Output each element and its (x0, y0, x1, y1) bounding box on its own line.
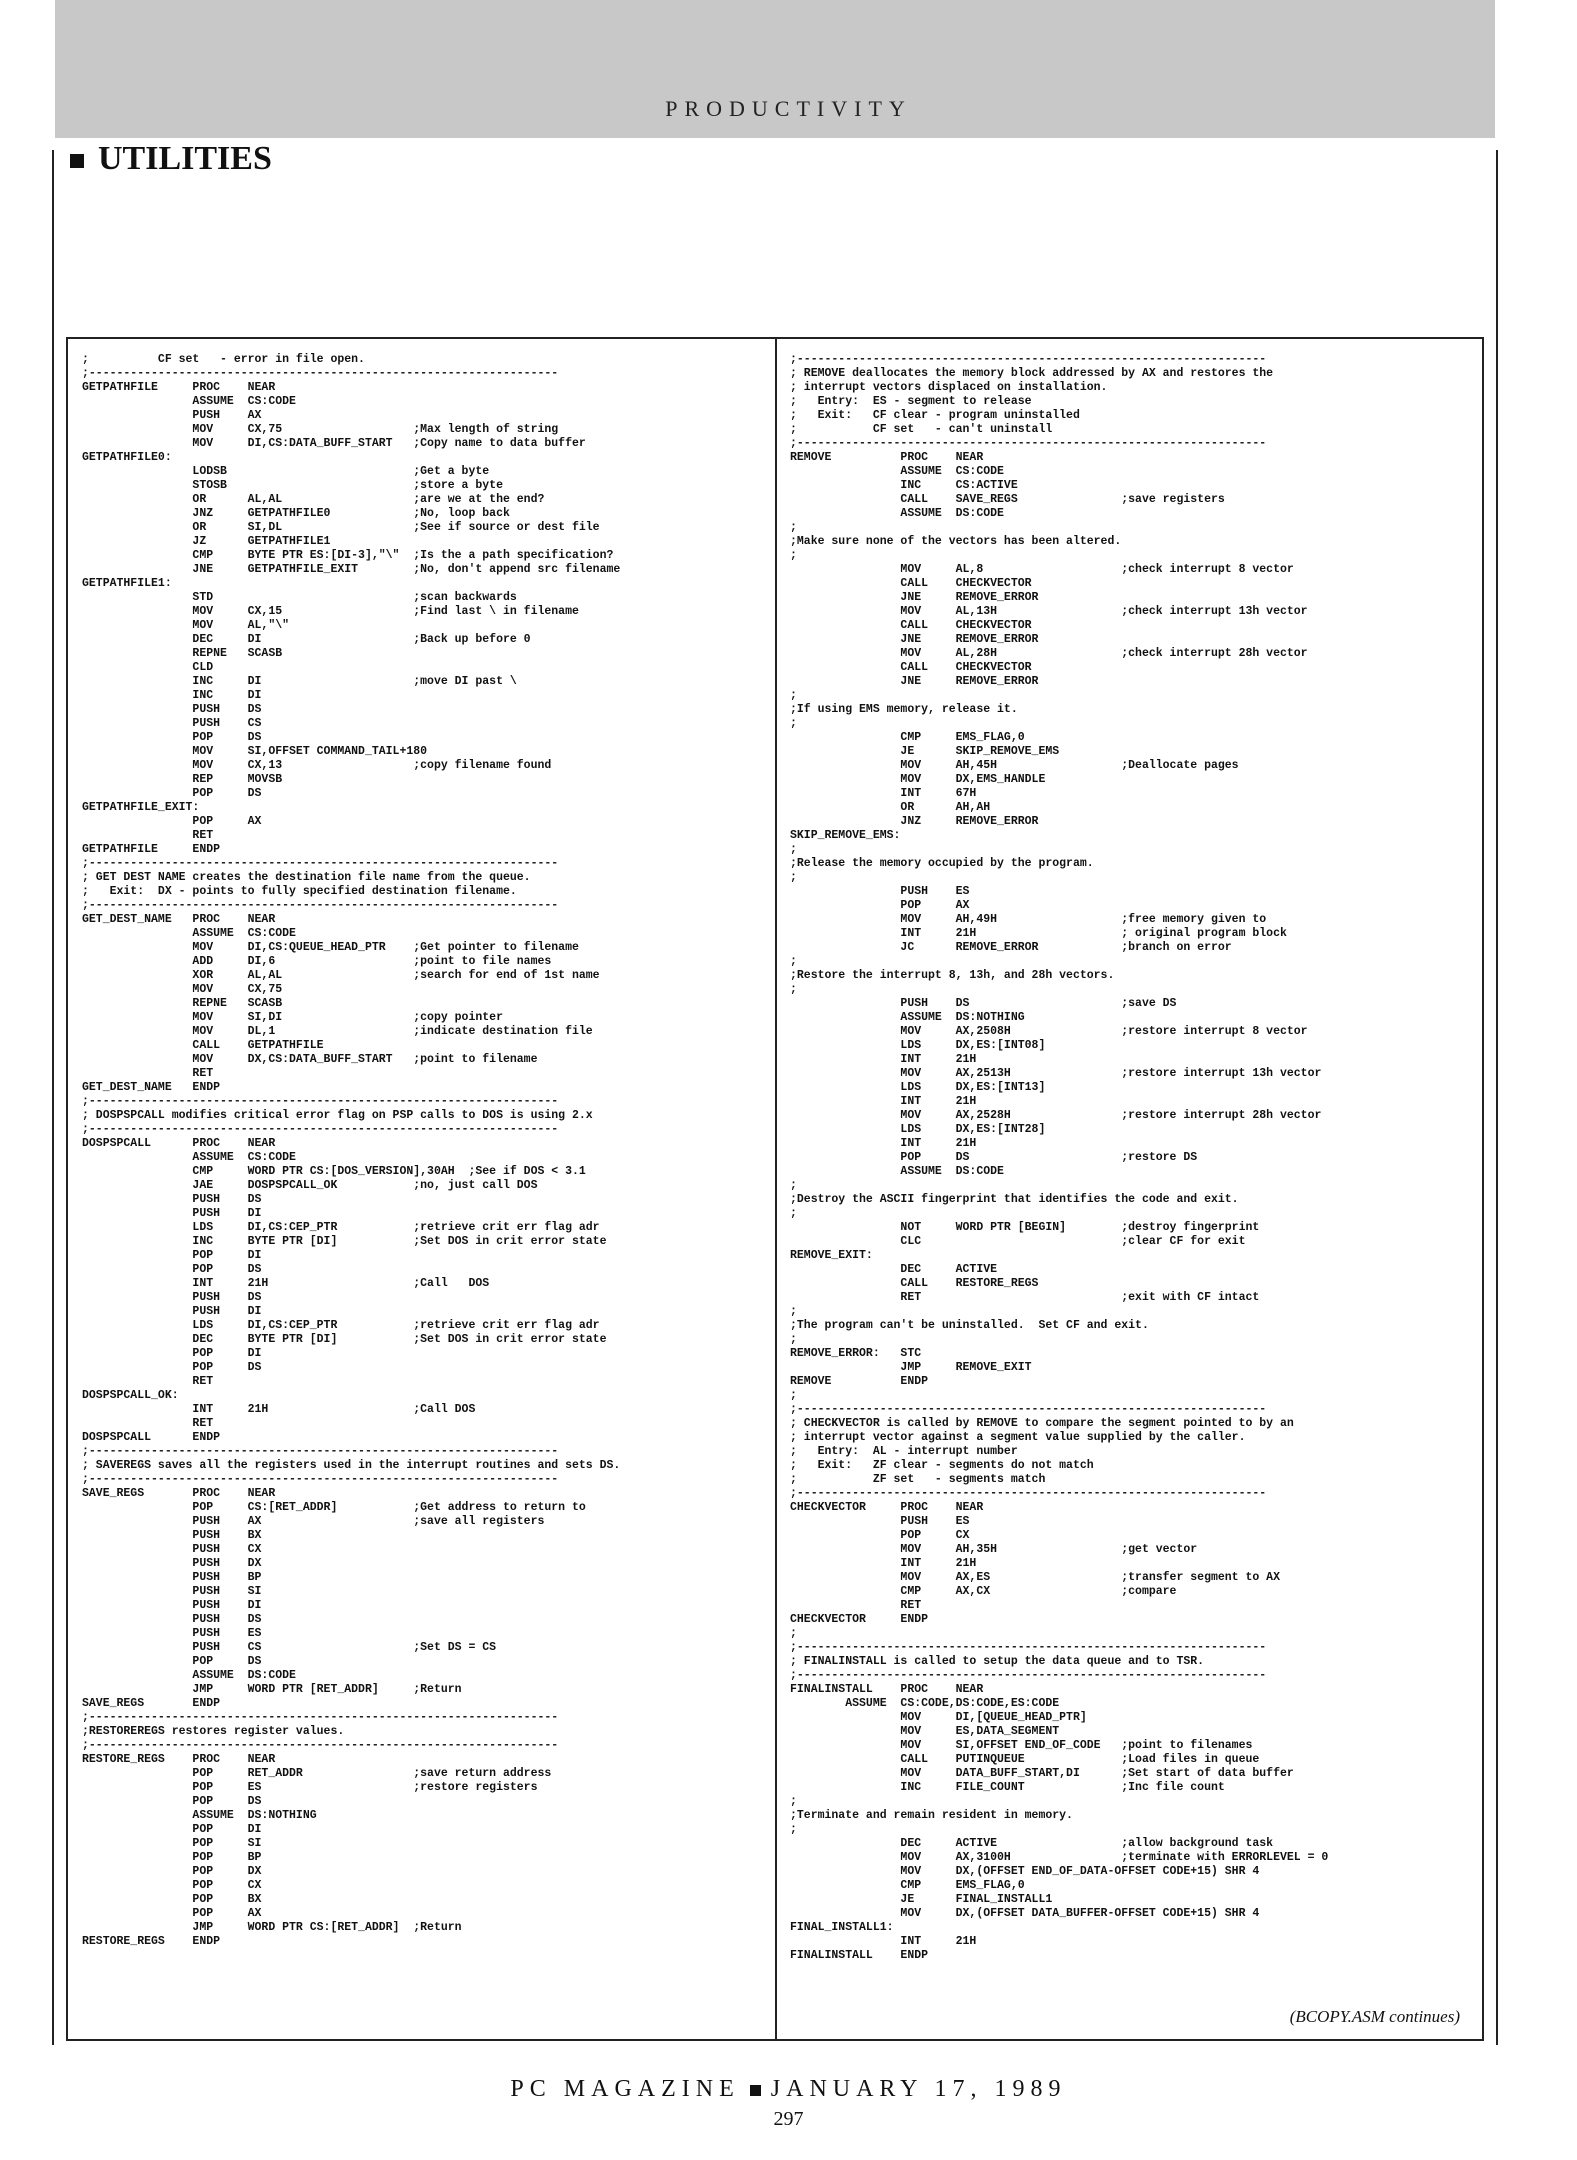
code-line: ;-------------------------------------------------------------------- (82, 857, 559, 870)
code-line: REPNE SCASB (82, 997, 283, 1010)
code-line: XOR AL,AL ;search for end of 1st name (82, 969, 600, 982)
code-line: JMP WORD PTR [RET_ADDR] ;Return (82, 1683, 462, 1696)
code-line: CLC ;clear CF for exit (790, 1235, 1246, 1248)
code-line: GET_DEST_NAME PROC NEAR (82, 913, 276, 926)
code-line: MOV AX,2513H ;restore interrupt 13h vector (790, 1067, 1322, 1080)
code-line: ASSUME DS:CODE (790, 507, 1004, 520)
code-line: FINALINSTALL ENDP (790, 1949, 929, 1962)
code-line: DEC BYTE PTR [DI] ;Set DOS in crit error state (82, 1333, 607, 1346)
code-line: JNE REMOVE_ERROR (790, 633, 1039, 646)
code-line: POP DS (82, 731, 262, 744)
code-line: ; (790, 1179, 797, 1192)
code-line: MOV AX,ES ;transfer segment to AX (790, 1571, 1280, 1584)
code-line: LDS DX,ES:[INT28] (790, 1123, 1046, 1136)
code-line: CALL CHECKVECTOR (790, 661, 1032, 674)
code-line: POP AX (790, 899, 970, 912)
code-line: PUSH DI (82, 1599, 262, 1612)
code-line: MOV AL,"\" (82, 619, 290, 632)
code-line: ; interrupt vectors displaced on installation. (790, 381, 1108, 394)
code-line: ;Terminate and remain resident in memory. (790, 1809, 1073, 1822)
code-line: GETPATHFILE0: (82, 451, 172, 464)
code-line: MOV DATA_BUFF_START,DI ;Set start of data buffer (790, 1767, 1294, 1780)
code-line: POP CS:[RET_ADDR] ;Get address to return to (82, 1501, 586, 1514)
listing-left-column (82, 353, 762, 1949)
code-line: ; (790, 1333, 797, 1346)
code-line: ; (790, 521, 797, 534)
code-line: REP MOVSB (82, 773, 283, 786)
code-line: POP DS (82, 1361, 262, 1374)
code-line: RESTORE_REGS PROC NEAR (82, 1753, 276, 1766)
code-line: PUSH BX (82, 1529, 262, 1542)
code-line: PUSH DS (82, 1193, 262, 1206)
code-line: FINAL_INSTALL1: (790, 1921, 894, 1934)
code-line: ; (790, 549, 797, 562)
code-line: INC DI ;move DI past \ (82, 675, 517, 688)
code-line: ;The program can't be uninstalled. Set CF and exit. (790, 1319, 1149, 1332)
magazine-name: PC MAGAZINE (510, 2076, 740, 2102)
code-line: GET_DEST_NAME ENDP (82, 1081, 221, 1094)
code-line: ;Restore the interrupt 8, 13h, and 28h vectors. (790, 969, 1115, 982)
code-line: ;-------------------------------------------------------------------- (82, 1739, 559, 1752)
code-line: SAVE_REGS ENDP (82, 1697, 221, 1710)
code-line: DEC DI ;Back up before 0 (82, 633, 531, 646)
code-line: LDS DI,CS:CEP_PTR ;retrieve crit err flag adr (82, 1221, 600, 1234)
code-line: MOV AL,13H ;check interrupt 13h vector (790, 605, 1308, 618)
code-line: POP RET_ADDR ;save return address (82, 1767, 552, 1780)
code-line: ;-------------------------------------------------------------------- (790, 1669, 1267, 1682)
code-line: OR AH,AH (790, 801, 991, 814)
code-line: DEC ACTIVE ;allow background task (790, 1837, 1274, 1850)
code-line: PUSH ES (790, 1515, 970, 1528)
code-line: ; (790, 717, 797, 730)
code-line: CHECKVECTOR PROC NEAR (790, 1501, 984, 1514)
code-line: CALL CHECKVECTOR (790, 619, 1032, 632)
code-line: ; interrupt vector against a segment value supplied by the caller. (790, 1431, 1246, 1444)
code-line: RET (82, 829, 214, 842)
code-line: ;-------------------------------------------------------------------- (790, 1403, 1267, 1416)
code-line: POP DI (82, 1823, 262, 1836)
code-line: MOV DI,CS:DATA_BUFF_START ;Copy name to data buffer (82, 437, 586, 450)
code-line: ASSUME DS:NOTHING (790, 1011, 1025, 1024)
code-line: FINALINSTALL PROC NEAR (790, 1683, 984, 1696)
code-line: INC FILE_COUNT ;Inc file count (790, 1781, 1225, 1794)
code-line: MOV DI,[QUEUE_HEAD_PTR] (790, 1711, 1087, 1724)
code-line: PUSH ES (82, 1627, 262, 1640)
code-line: JMP WORD PTR CS:[RET_ADDR] ;Return (82, 1921, 462, 1934)
code-line: JNZ REMOVE_ERROR (790, 815, 1039, 828)
code-line: ; Entry: ES - segment to release (790, 395, 1032, 408)
code-line: MOV SI,OFFSET COMMAND_TAIL+180 (82, 745, 428, 758)
code-line: POP DI (82, 1347, 262, 1360)
code-line: MOV AX,3100H ;terminate with ERRORLEVEL = 0 (790, 1851, 1329, 1864)
code-line: MOV AX,2528H ;restore interrupt 28h vector (790, 1109, 1322, 1122)
code-line: PUSH CS ;Set DS = CS (82, 1641, 497, 1654)
code-line: ; (790, 1305, 797, 1318)
code-line: ; Exit: ZF clear - segments do not match (790, 1459, 1094, 1472)
code-line: SAVE_REGS PROC NEAR (82, 1487, 276, 1500)
code-line: PUSH AX ;save all registers (82, 1515, 545, 1528)
code-line: LDS DI,CS:CEP_PTR ;retrieve crit err flag adr (82, 1319, 600, 1332)
code-line: ;-------------------------------------------------------------------- (82, 1095, 559, 1108)
code-line: JNE GETPATHFILE_EXIT ;No, don't append src filename (82, 563, 621, 576)
code-line: PUSH DS (82, 1291, 262, 1304)
code-line: RET (82, 1067, 214, 1080)
code-line: MOV DL,1 ;indicate destination file (82, 1025, 593, 1038)
code-line: MOV DI,CS:QUEUE_HEAD_PTR ;Get pointer to filename (82, 941, 579, 954)
code-line: JE FINAL_INSTALL1 (790, 1893, 1053, 1906)
code-line: POP ES ;restore registers (82, 1781, 538, 1794)
code-line: INC DI (82, 689, 262, 702)
code-line: ;-------------------------------------------------------------------- (82, 367, 559, 380)
code-line: ; (790, 1389, 797, 1402)
code-line: PUSH DS ;save DS (790, 997, 1177, 1010)
code-line: PUSH AX (82, 409, 262, 422)
listing-right-column (790, 353, 1470, 1963)
code-line: POP DS (82, 1655, 262, 1668)
code-line: ;-------------------------------------------------------------------- (790, 1641, 1267, 1654)
code-line: ASSUME DS:CODE (790, 1165, 1004, 1178)
code-line: INT 21H ;Call DOS (82, 1277, 490, 1290)
heading-text: UTILITIES (98, 140, 272, 177)
code-line: JNE REMOVE_ERROR (790, 675, 1039, 688)
code-line: JZ GETPATHFILE1 (82, 535, 331, 548)
code-line: ;Make sure none of the vectors has been altered. (790, 535, 1122, 548)
code-line: MOV AH,49H ;free memory given to (790, 913, 1267, 926)
code-line: ;-------------------------------------------------------------------- (82, 1445, 559, 1458)
code-line: INT 21H ;Call DOS (82, 1403, 476, 1416)
code-line: GETPATHFILE PROC NEAR (82, 381, 276, 394)
code-line: CMP BYTE PTR ES:[DI-3],"\" ;Is the a path specification? (82, 549, 614, 562)
code-line: ASSUME CS:CODE (82, 395, 296, 408)
code-line: ; (790, 843, 797, 856)
code-line: DEC ACTIVE (790, 1263, 998, 1276)
code-line: ;-------------------------------------------------------------------- (790, 437, 1267, 450)
code-line: ; GET DEST NAME creates the destination file name from the queue. (82, 871, 531, 884)
code-line: JE SKIP_REMOVE_EMS (790, 745, 1060, 758)
code-line: ; (790, 1207, 797, 1220)
footer-bullet-icon (750, 2085, 761, 2096)
code-line: CALL PUTINQUEUE ;Load files in queue (790, 1753, 1260, 1766)
code-line: JAE DOSPSPCALL_OK ;no, just call DOS (82, 1179, 538, 1192)
code-line: LODSB ;Get a byte (82, 465, 490, 478)
continuation-note: (BCOPY.ASM continues) (1289, 2007, 1460, 2026)
code-line: ASSUME DS:NOTHING (82, 1809, 317, 1822)
page-heading (70, 140, 272, 178)
code-line: POP SI (82, 1837, 262, 1850)
issue-date: JANUARY 17, 1989 (770, 2076, 1067, 2102)
code-line: ;If using EMS memory, release it. (790, 703, 1018, 716)
code-line: POP AX (82, 815, 262, 828)
code-line: INT 67H (790, 787, 977, 800)
code-line: ASSUME CS:CODE (790, 465, 1004, 478)
code-line: ASSUME CS:CODE (82, 927, 296, 940)
column-divider (775, 339, 777, 2039)
code-line: POP CX (790, 1529, 970, 1542)
code-line: REPNE SCASB (82, 647, 283, 660)
code-line: MOV AL,28H ;check interrupt 28h vector (790, 647, 1308, 660)
code-line: INT 21H (790, 1557, 977, 1570)
code-line: ; (790, 1795, 797, 1808)
code-line: RESTORE_REGS ENDP (82, 1935, 221, 1948)
code-line: INT 21H (790, 1137, 977, 1150)
code-line: ADD DI,6 ;point to file names (82, 955, 552, 968)
code-line: CALL SAVE_REGS ;save registers (790, 493, 1225, 506)
code-line: INT 21H (790, 1053, 977, 1066)
code-line: ;-------------------------------------------------------------------- (790, 353, 1267, 366)
code-line: MOV CX,75 (82, 983, 283, 996)
code-line: ; CHECKVECTOR is called by REMOVE to compare the segment pointed to by an (790, 1417, 1294, 1430)
code-line: RET (790, 1599, 922, 1612)
code-line: INC CS:ACTIVE (790, 479, 1018, 492)
code-line: INT 21H (790, 1095, 977, 1108)
code-line: PUSH DI (82, 1207, 262, 1220)
code-line: DOSPSPCALL PROC NEAR (82, 1137, 276, 1150)
code-line: JMP REMOVE_EXIT (790, 1361, 1032, 1374)
section-label: PRODUCTIVITY (665, 96, 912, 121)
code-line: MOV AX,2508H ;restore interrupt 8 vector (790, 1025, 1308, 1038)
code-line: MOV CX,75 ;Max length of string (82, 423, 559, 436)
code-line: POP DS (82, 787, 262, 800)
code-line: POP DS (82, 1795, 262, 1808)
code-line: ; SAVEREGS saves all the registers used in the interrupt routines and sets DS. (82, 1459, 621, 1472)
code-line: ; CF set - can't uninstall (790, 423, 1053, 436)
code-listing-box (66, 337, 1484, 2041)
code-line: ; (790, 955, 797, 968)
code-line: ; REMOVE deallocates the memory block addressed by AX and restores the (790, 367, 1274, 380)
code-line: MOV SI,DI ;copy pointer (82, 1011, 503, 1024)
code-line: OR AL,AL ;are we at the end? (82, 493, 545, 506)
code-line: JC REMOVE_ERROR ;branch on error (790, 941, 1232, 954)
code-line: POP BX (82, 1893, 262, 1906)
code-line: MOV DX,(OFFSET END_OF_DATA-OFFSET CODE+15) SHR 4 (790, 1865, 1260, 1878)
code-line: LDS DX,ES:[INT08] (790, 1039, 1046, 1052)
code-line: CMP AX,CX ;compare (790, 1585, 1177, 1598)
code-line: POP DI (82, 1249, 262, 1262)
code-line: ASSUME CS:CODE (82, 1151, 296, 1164)
code-line: POP AX (82, 1907, 262, 1920)
code-line: INT 21H (790, 1935, 977, 1948)
code-line: PUSH DX (82, 1557, 262, 1570)
code-line: RET (82, 1417, 214, 1430)
code-line: LDS DX,ES:[INT13] (790, 1081, 1046, 1094)
code-line: ASSUME CS:CODE,DS:CODE,ES:CODE (790, 1697, 1060, 1710)
code-line: ;RESTOREREGS restores register values. (82, 1725, 345, 1738)
code-line: INT 21H ; original program block (790, 927, 1287, 940)
code-line: ; (790, 1627, 797, 1640)
code-line: PUSH BP (82, 1571, 262, 1584)
code-line: ; DOSPSPCALL modifies critical error flag on PSP calls to DOS is using 2.x (82, 1109, 593, 1122)
code-line: POP DX (82, 1865, 262, 1878)
code-line: MOV DX,CS:DATA_BUFF_START ;point to filename (82, 1053, 538, 1066)
code-line: ;Destroy the ASCII fingerprint that identifies the code and exit. (790, 1193, 1239, 1206)
code-line: DOSPSPCALL ENDP (82, 1431, 221, 1444)
code-line: PUSH CX (82, 1543, 262, 1556)
code-line: GETPATHFILE_EXIT: (82, 801, 200, 814)
code-line: POP BP (82, 1851, 262, 1864)
code-line: STD ;scan backwards (82, 591, 517, 604)
code-line: MOV AH,45H ;Deallocate pages (790, 759, 1239, 772)
code-line: MOV DX,EMS_HANDLE (790, 773, 1046, 786)
code-line: ; FINALINSTALL is called to setup the data queue and to TSR. (790, 1655, 1205, 1668)
code-line: MOV AL,8 ;check interrupt 8 vector (790, 563, 1294, 576)
code-line: PUSH DS (82, 1613, 262, 1626)
code-line: PUSH DS (82, 703, 262, 716)
code-line: ; (790, 1823, 797, 1836)
page-number: 297 (773, 2108, 804, 2130)
code-line: ; (790, 871, 797, 884)
code-line: ; Exit: DX - points to fully specified destination filename. (82, 885, 517, 898)
code-line: JNE REMOVE_ERROR (790, 591, 1039, 604)
code-line: PUSH SI (82, 1585, 262, 1598)
code-line: ; ZF set - segments match (790, 1473, 1046, 1486)
code-line: PUSH DI (82, 1305, 262, 1318)
code-line: ;-------------------------------------------------------------------- (82, 899, 559, 912)
code-line: ;Release the memory occupied by the program. (790, 857, 1094, 870)
code-line: SKIP_REMOVE_EMS: (790, 829, 901, 842)
code-line: CALL RESTORE_REGS (790, 1277, 1039, 1290)
code-line: ; (790, 983, 797, 996)
code-line: ASSUME DS:CODE (82, 1669, 296, 1682)
code-line: CHECKVECTOR ENDP (790, 1613, 929, 1626)
code-line: CMP WORD PTR CS:[DOS_VERSION],30AH ;See if DOS < 3.1 (82, 1165, 586, 1178)
code-line: RET (82, 1375, 214, 1388)
code-line: JNZ GETPATHFILE0 ;No, loop back (82, 507, 510, 520)
code-line: CALL GETPATHFILE (82, 1039, 324, 1052)
code-line: OR SI,DL ;See if source or dest file (82, 521, 600, 534)
code-line: MOV DX,(OFFSET DATA_BUFFER-OFFSET CODE+15) SHR 4 (790, 1907, 1260, 1920)
code-line: MOV CX,13 ;copy filename found (82, 759, 552, 772)
code-line: GETPATHFILE ENDP (82, 843, 221, 856)
code-line: MOV ES,DATA_SEGMENT (790, 1725, 1060, 1738)
code-line: ; Entry: AL - interrupt number (790, 1445, 1018, 1458)
code-line: CMP EMS_FLAG,0 (790, 1879, 1025, 1892)
code-line: REMOVE_ERROR: STC (790, 1347, 922, 1360)
code-line: STOSB ;store a byte (82, 479, 503, 492)
code-line: POP DS ;restore DS (790, 1151, 1198, 1164)
code-line: MOV SI,OFFSET END_OF_CODE ;point to filenames (790, 1739, 1253, 1752)
code-line: PUSH CS (82, 717, 262, 730)
code-line: MOV CX,15 ;Find last \ in filename (82, 605, 579, 618)
code-line: REMOVE ENDP (790, 1375, 929, 1388)
code-line: CALL CHECKVECTOR (790, 577, 1032, 590)
code-line: INC BYTE PTR [DI] ;Set DOS in crit error state (82, 1235, 607, 1248)
code-line: CMP EMS_FLAG,0 (790, 731, 1025, 744)
code-line: CLD (82, 661, 214, 674)
code-line: MOV AH,35H ;get vector (790, 1543, 1198, 1556)
code-line: POP CX (82, 1879, 262, 1892)
code-line: DOSPSPCALL_OK: (82, 1389, 179, 1402)
code-line: PUSH ES (790, 885, 970, 898)
code-line: REMOVE_EXIT: (790, 1249, 873, 1262)
code-line: RET ;exit with CF intact (790, 1291, 1260, 1304)
code-line: POP DS (82, 1263, 262, 1276)
code-line: ; Exit: CF clear - program uninstalled (790, 409, 1080, 422)
code-line: ;-------------------------------------------------------------------- (82, 1123, 559, 1136)
code-line: ;-------------------------------------------------------------------- (790, 1487, 1267, 1500)
code-line: ;-------------------------------------------------------------------- (82, 1473, 559, 1486)
code-line: ; CF set - error in file open. (82, 353, 365, 366)
code-line: NOT WORD PTR [BEGIN] ;destroy fingerprint (790, 1221, 1260, 1234)
page-footer (0, 2076, 1577, 2103)
code-line: ; (790, 689, 797, 702)
code-line: ;-------------------------------------------------------------------- (82, 1711, 559, 1724)
code-line: REMOVE PROC NEAR (790, 451, 984, 464)
code-line: GETPATHFILE1: (82, 577, 172, 590)
bullet-square-icon (70, 154, 84, 168)
